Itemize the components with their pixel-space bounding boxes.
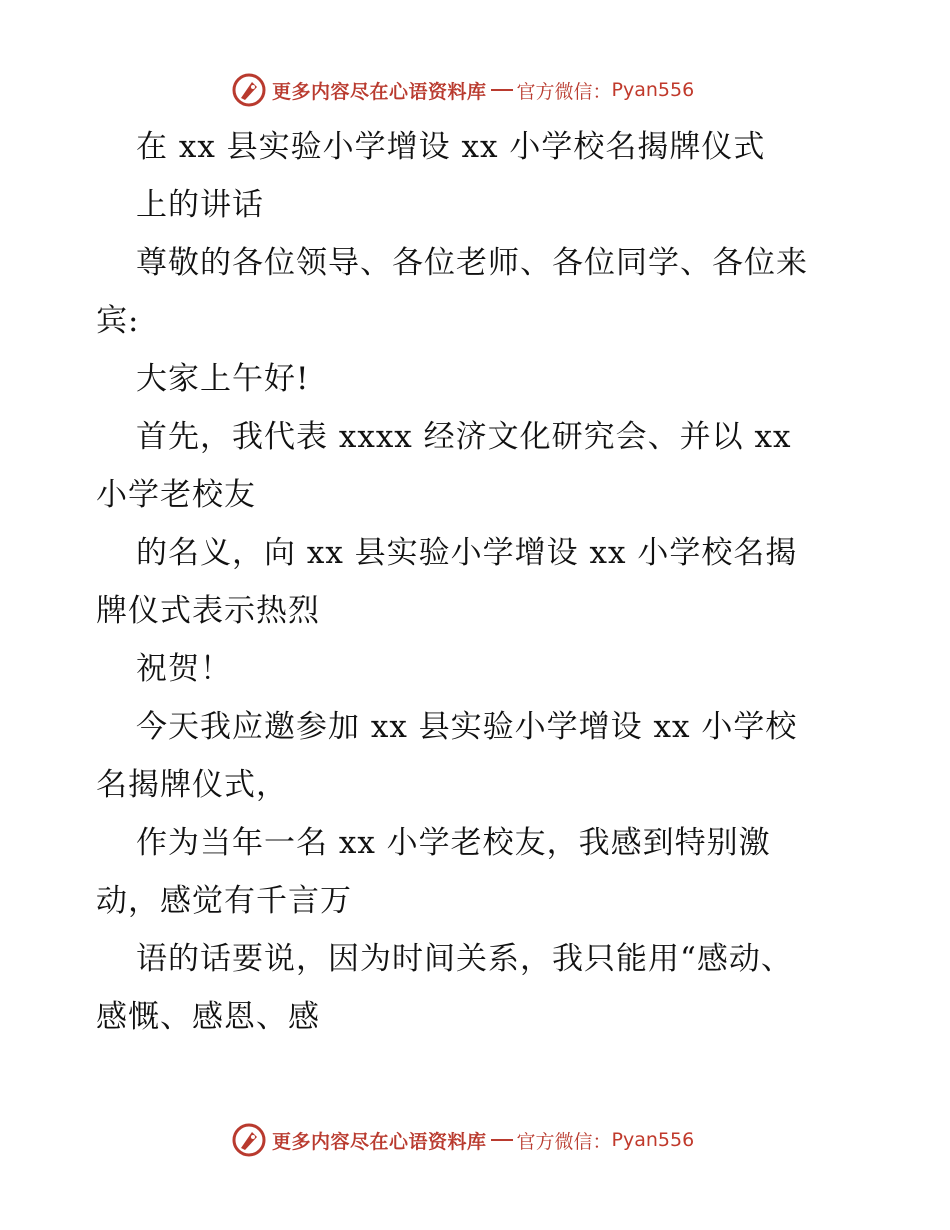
body-line: 的名义，向 xx 县实验小学增设 xx 小学校名揭 [136, 535, 798, 571]
body-line: 在 xx 县实验小学增设 xx 小学校名揭牌仪式 [136, 129, 766, 165]
body-line: 作为当年一名 xx 小学老校友，我感到特别激 [136, 825, 771, 861]
header-watermark [232, 72, 694, 108]
body-line: 宾: [96, 303, 140, 339]
watermark-main-text: 更多内容尽在心语资料库 [272, 80, 487, 103]
pen-nib-logo-icon [232, 73, 266, 107]
body-line: 名揭牌仪式， [96, 767, 288, 803]
watermark-wechat-id: Pyan556 [611, 1129, 695, 1151]
body-line: 首先，我代表 xxxx 经济文化研究会、并以 xx [136, 419, 792, 455]
body-line: 感慨、感恩、感 [96, 999, 320, 1035]
body-line: 祝贺！ [136, 651, 232, 687]
pen-nib-logo-icon [232, 1123, 266, 1157]
body-line: 尊敬的各位领导、各位老师、各位同学、各位来 [136, 245, 808, 281]
body-line: 大家上午好! [136, 361, 310, 397]
footer-watermark [232, 1122, 694, 1158]
watermark-wechat-id: Pyan556 [611, 79, 695, 101]
watermark-dash [491, 89, 513, 91]
watermark-main-text: 更多内容尽在心语资料库 [272, 1130, 487, 1153]
watermark-dash [491, 1139, 513, 1141]
body-line: 今天我应邀参加 xx 县实验小学增设 xx 小学校 [136, 709, 798, 745]
body-line: 语的话要说，因为时间关系，我只能用“感动、 [136, 941, 793, 977]
document-body [96, 118, 856, 1046]
body-line: 小学老校友 [96, 477, 256, 513]
body-line: 动，感觉有千言万 [96, 883, 352, 919]
body-line: 牌仪式表示热烈 [96, 593, 320, 629]
watermark-official-text: 官方微信： [516, 80, 612, 103]
body-line: 上的讲话 [136, 187, 264, 223]
watermark-official-text: 官方微信： [516, 1130, 612, 1153]
